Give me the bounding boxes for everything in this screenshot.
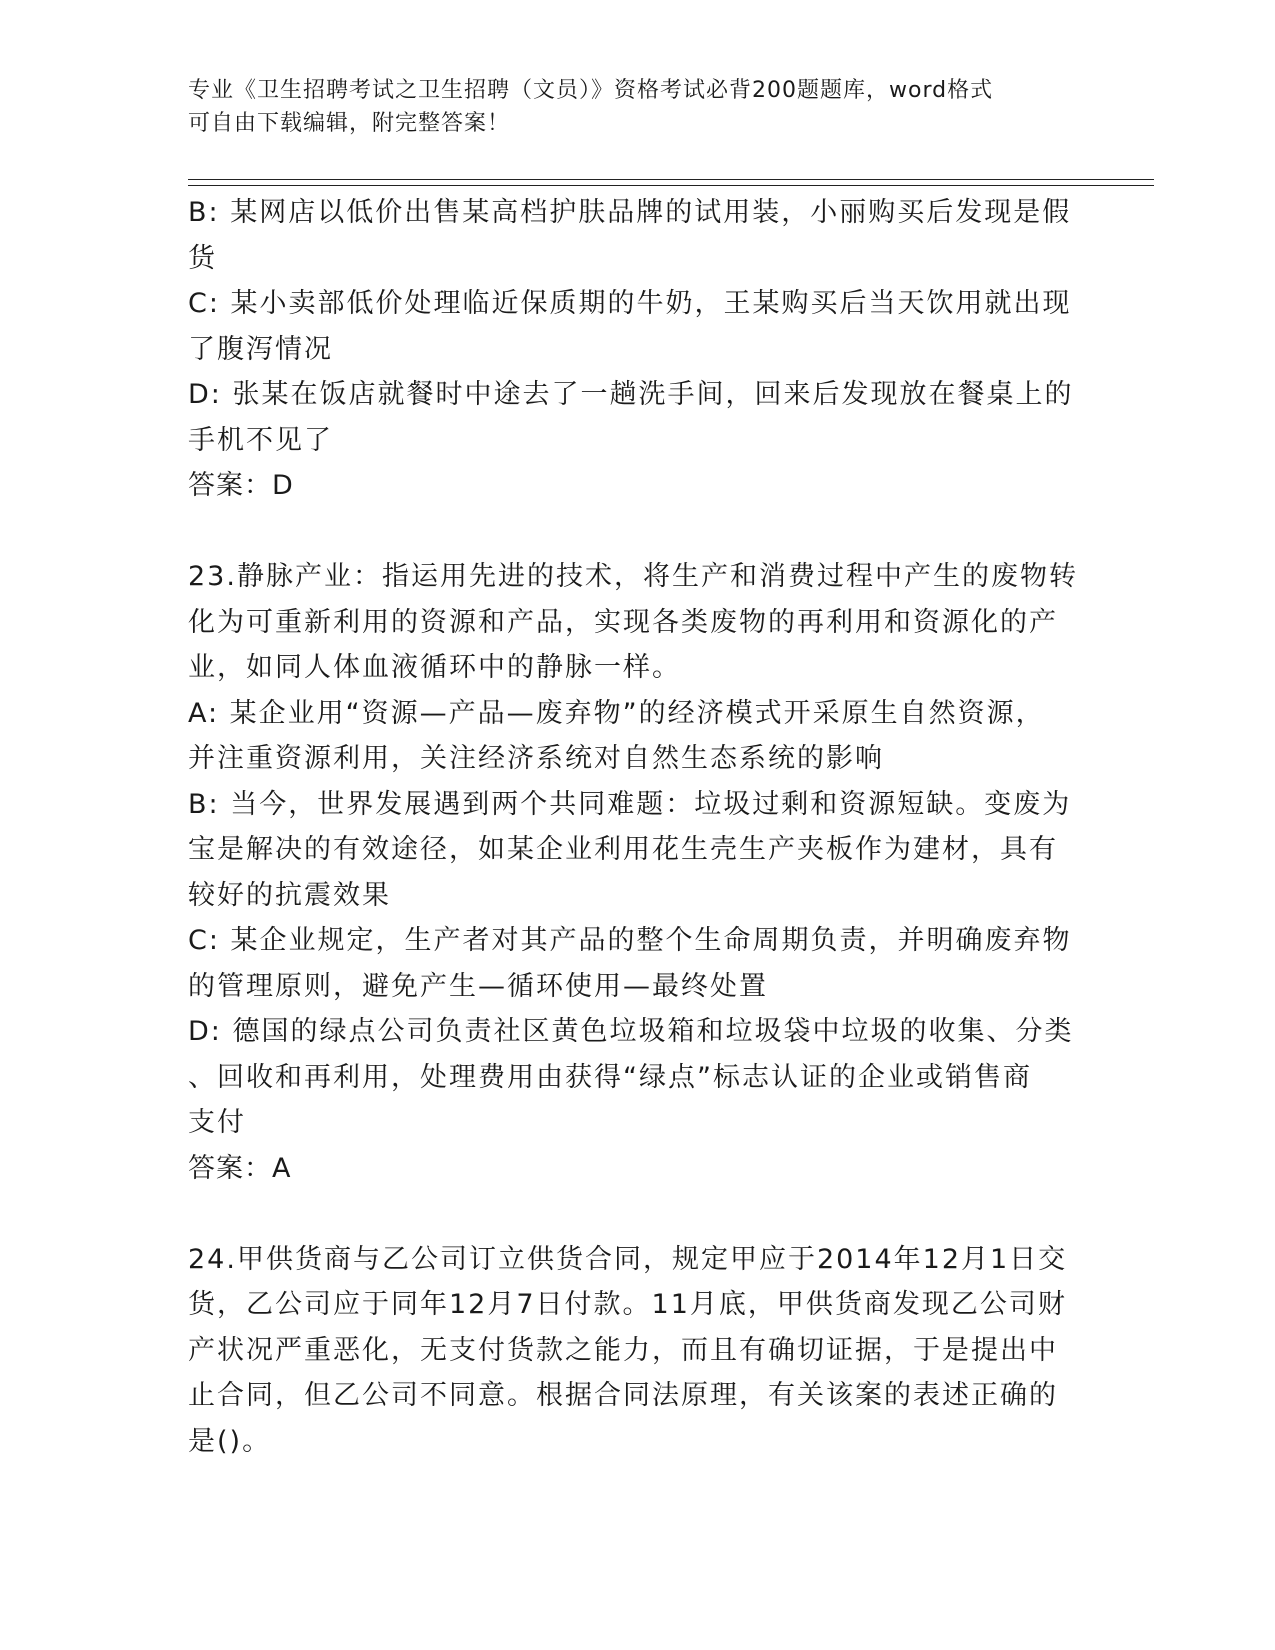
header-line-2: 可自由下载编辑，附完整答案！ bbox=[188, 111, 511, 136]
option-c: C: 某小卖部低价处理临近保质期的牛奶，王某购买后当天饮用就出现 了腹泻情况 bbox=[188, 288, 1072, 365]
option-b: B: 某网店以低价出售某高档护肤品牌的试用装，小丽购买后发现是假 货 bbox=[188, 197, 1072, 274]
document-header bbox=[188, 74, 1068, 140]
question-24 bbox=[188, 1237, 1068, 1465]
question-23 bbox=[188, 554, 1078, 1191]
option-d: D: 张某在饭店就餐时中途去了一趟洗手间，回来后发现放在餐桌上的 手机不见了 bbox=[188, 379, 1074, 456]
option-d: D: 德国的绿点公司负责社区黄色垃圾箱和垃圾袋中垃圾的收集、分类 、回收和再利用，处理费用由获得“绿点”标志认证的企业或销售商 支付 bbox=[188, 1016, 1074, 1138]
document-body bbox=[188, 190, 1078, 1464]
header-divider-bottom bbox=[188, 185, 1154, 186]
option-b: B: 当今，世界发展遇到两个共同难题：垃圾过剩和资源短缺。变废为 宝是解决的有效途径，如某企业利用花生壳生产夹板作为建材，具有 较好的抗震效果 bbox=[188, 788, 1072, 911]
question-stem: 24.甲供货商与乙公司订立供货合同，规定甲应于2014年12月1日交 货，乙公司应于同年12月7日付款。11月底，甲供货商发现乙公司财 产状况严重恶化，无支付货款之能力，而且有确切证据，于是提出中 止合同，但乙公司不同意。根据合同法原理，有关该案的表述正确的 是()。 bbox=[188, 1243, 1068, 1457]
option-c: C: 某企业规定，生产者对其产品的整个生命周期负责，并明确废弃物 的管理原则，避免产生—循环使用—最终处置 bbox=[188, 925, 1072, 1002]
header-line-1: 专业《卫生招聘考试之卫生招聘（文员）》资格考试必背200题题库，word格式 bbox=[188, 78, 994, 103]
question-22-options bbox=[188, 190, 1074, 509]
question-stem: 23.静脉产业：指运用先进的技术，将生产和消费过程中产生的废物转 化为可重新利用的资源和产品，实现各类废物的再利用和资源化的产 业，如同人体血液循环中的静脉一样。 bbox=[188, 561, 1078, 683]
header-divider-top bbox=[188, 179, 1154, 180]
answer-22: 答案：D bbox=[188, 470, 294, 501]
answer-23: 答案：A bbox=[188, 1152, 292, 1184]
option-a: A: 某企业用“资源—产品—废弃物”的经济模式开采原生自然资源， 并注重资源利用，关注经济系统对自然生态系统的影响 bbox=[188, 697, 1045, 774]
